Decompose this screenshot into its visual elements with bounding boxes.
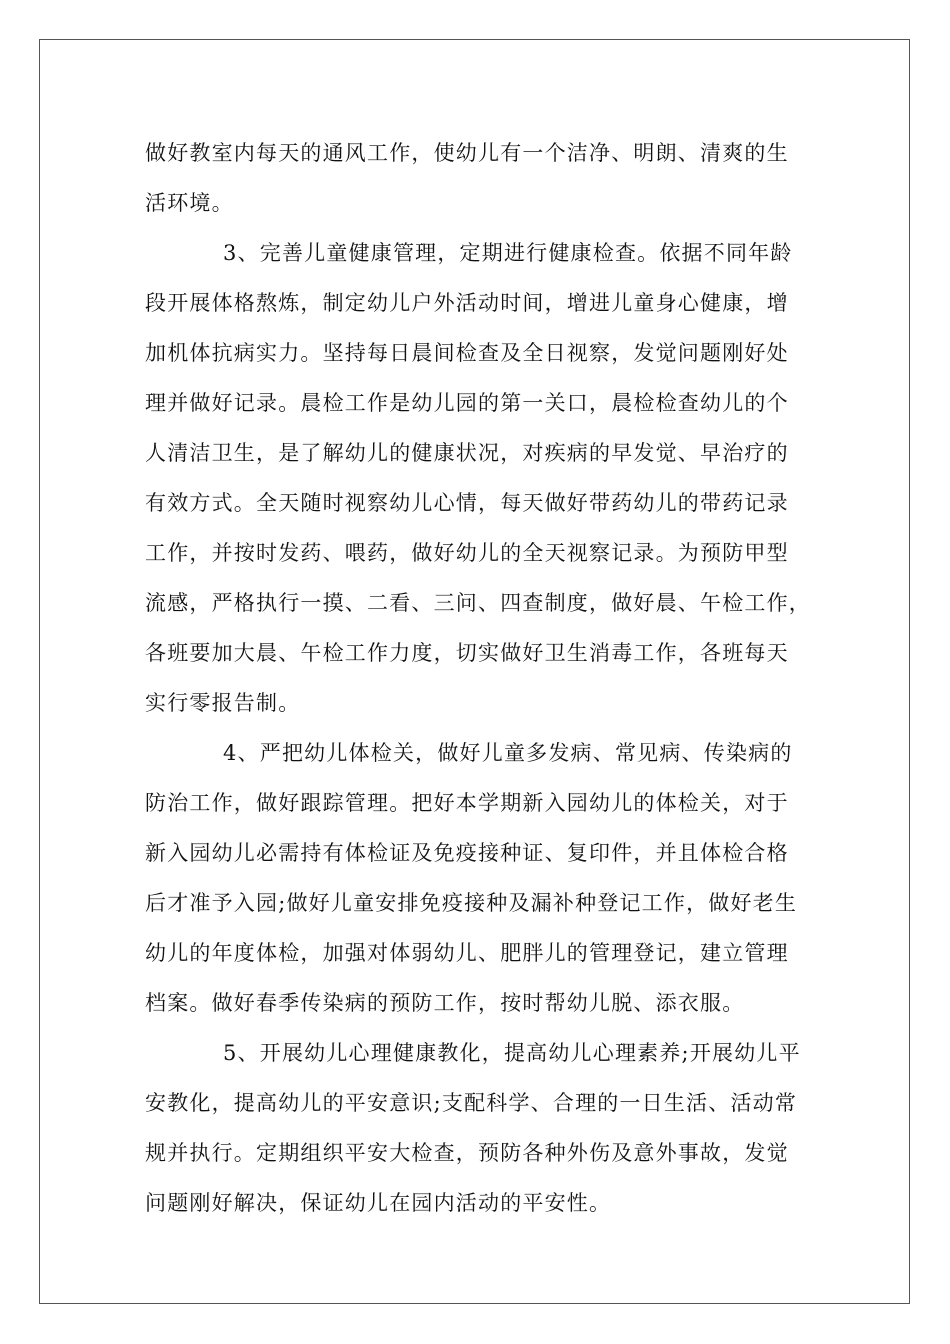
text-line: 段开展体格熬炼，制定幼儿户外活动时间，增进儿童身心健康，增: [145, 291, 789, 315]
text-line: 做好教室内每天的通风工作，使幼儿有一个洁净、明朗、清爽的生: [145, 141, 789, 165]
text-line: 理并做好记录。晨检工作是幼儿园的第一关口，晨检检查幼儿的个: [145, 391, 789, 415]
paragraph-5-start: 5、开展幼儿心理健康教化，提高幼儿心理素养;开展幼儿平: [223, 1041, 801, 1065]
text-line: 实行零报告制。: [145, 691, 301, 715]
text-line: 有效方式。全天随时视察幼儿心情，每天做好带药幼儿的带药记录: [145, 491, 789, 515]
text-line: 规并执行。定期组织平安大检查，预防各种外伤及意外事故，发觉: [145, 1141, 789, 1165]
text-line: 各班要加大晨、午检工作力度，切实做好卫生消毒工作，各班每天: [145, 641, 789, 665]
paragraph-4-start: 4、严把幼儿体检关，做好儿童多发病、常见病、传染病的: [223, 741, 793, 765]
text-line: 安教化，提高幼儿的平安意识;支配科学、合理的一日生活、活动常: [145, 1091, 798, 1115]
paragraph-3-start: 3、完善儿童健康管理，定期进行健康检查。依据不同年龄: [223, 241, 793, 265]
text-line: 活环境。: [145, 191, 234, 215]
text-line: 后才准予入园;做好儿童安排免疫接种及漏补种登记工作，做好老生: [145, 891, 798, 915]
text-line: 加机体抗病实力。坚持每日晨间检查及全日视察，发觉问题刚好处: [145, 341, 789, 365]
text-line: 工作，并按时发药、喂药，做好幼儿的全天视察记录。为预防甲型: [145, 541, 789, 565]
text-line: 防治工作，做好跟踪管理。把好本学期新入园幼儿的体检关，对于: [145, 791, 789, 815]
text-line: 档案。做好春季传染病的预防工作，按时帮幼儿脱、添衣服。: [145, 991, 745, 1015]
text-line: 幼儿的年度体检，加强对体弱幼儿、肥胖儿的管理登记，建立管理: [145, 941, 789, 965]
text-line: 流感，严格执行一摸、二看、三问、四查制度，做好晨、午检工作，: [145, 591, 811, 615]
text-line: 新入园幼儿必需持有体检证及免疫接种证、复印件，并且体检合格: [145, 841, 789, 865]
text-line: 人清洁卫生，是了解幼儿的健康状况，对疾病的早发觉、早治疗的: [145, 441, 789, 465]
document-body: [145, 128, 810, 1228]
text-line: 问题刚好解决，保证幼儿在园内活动的平安性。: [145, 1191, 612, 1215]
